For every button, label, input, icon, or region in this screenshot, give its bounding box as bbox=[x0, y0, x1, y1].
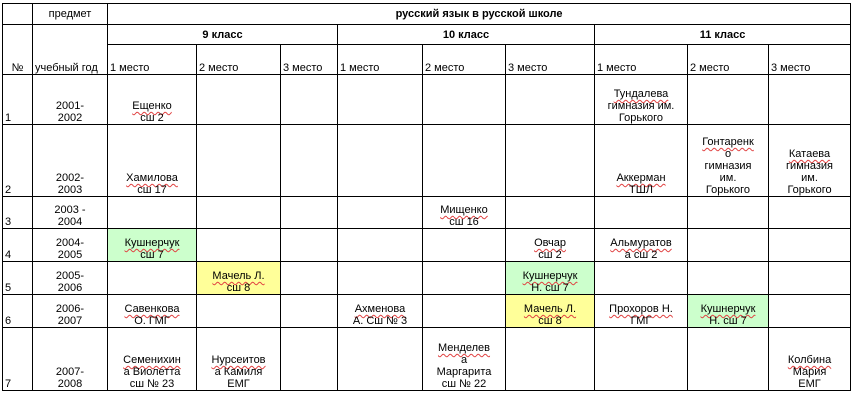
empty-cell bbox=[197, 229, 281, 262]
winner-text-line: Менделев bbox=[437, 342, 491, 354]
empty-cell bbox=[769, 197, 851, 229]
empty-cell bbox=[338, 328, 423, 391]
winner-text-line: Кушнерчук bbox=[700, 303, 756, 315]
empty-cell bbox=[281, 229, 338, 262]
empty-cell bbox=[281, 125, 338, 197]
winner-text-line: сш 7 bbox=[140, 249, 164, 261]
subject-title: русский язык в русской школе bbox=[108, 4, 851, 25]
winner-text-line: сш 17 bbox=[137, 184, 167, 196]
empty-cell bbox=[506, 125, 595, 197]
empty-cell bbox=[281, 295, 338, 328]
place-header: 3 место bbox=[506, 45, 595, 75]
empty-cell bbox=[506, 328, 595, 391]
row-number: 4 bbox=[3, 229, 33, 262]
table-row bbox=[3, 295, 851, 328]
empty-cell bbox=[688, 262, 769, 295]
place-header: 1 место bbox=[338, 45, 423, 75]
winner-text-line: а bbox=[460, 354, 468, 366]
grade-9-header: 9 класс bbox=[108, 25, 338, 45]
empty-cell bbox=[338, 229, 423, 262]
winner-cell bbox=[506, 262, 595, 295]
empty-cell bbox=[423, 75, 506, 125]
table-row bbox=[3, 125, 851, 197]
winner-text-line: Прохоров Н. bbox=[609, 303, 673, 315]
academic-year: 2003 - 2004 bbox=[33, 197, 108, 229]
winner-cell bbox=[338, 295, 423, 328]
winner-text-line: Нурсеитов bbox=[211, 354, 266, 366]
academic-year: 2004-2005 bbox=[33, 229, 108, 262]
winner-text-line: Савенкова bbox=[124, 303, 180, 315]
grade-11-header: 11 класс bbox=[595, 25, 851, 45]
winner-text-line: им. bbox=[719, 172, 737, 184]
winner-text-line: ТШЛ bbox=[628, 184, 654, 196]
academic-year: 2005-2006 bbox=[33, 262, 108, 295]
winner-cell bbox=[108, 328, 197, 391]
winner-text-line: Ещенко bbox=[132, 100, 172, 112]
empty-cell bbox=[423, 295, 506, 328]
winner-cell bbox=[595, 75, 688, 125]
row-number: 7 bbox=[3, 328, 33, 391]
empty-cell bbox=[769, 75, 851, 125]
winner-cell bbox=[595, 125, 688, 197]
empty-cell bbox=[281, 262, 338, 295]
winner-cell bbox=[595, 295, 688, 328]
winner-cell bbox=[108, 125, 197, 197]
row-number: 3 bbox=[3, 197, 33, 229]
empty-cell bbox=[281, 328, 338, 391]
winner-cell bbox=[197, 262, 281, 295]
winner-text-line: Катаева bbox=[788, 148, 831, 160]
winner-text-line: ГМГ bbox=[630, 315, 652, 327]
row-number: 5 bbox=[3, 262, 33, 295]
place-header: 3 место bbox=[769, 45, 851, 75]
academic-year: 2001-2002 bbox=[33, 75, 108, 125]
winner-text-line: ЕМГ bbox=[798, 378, 821, 390]
winner-cell bbox=[506, 295, 595, 328]
academic-year-header: учебный год bbox=[33, 25, 108, 75]
empty-cell bbox=[281, 197, 338, 229]
empty-cell bbox=[595, 328, 688, 391]
empty-cell bbox=[197, 295, 281, 328]
empty-cell bbox=[338, 262, 423, 295]
winner-cell bbox=[769, 328, 851, 391]
winner-cell bbox=[688, 125, 769, 197]
winner-text-line: Ахменова bbox=[354, 303, 406, 315]
winner-text-line: Н. сш 7 bbox=[531, 282, 569, 294]
winner-text-line: сш 2 bbox=[538, 249, 562, 261]
winner-text-line: сш 16 bbox=[449, 216, 479, 228]
winner-text-line: сш 8 bbox=[538, 315, 562, 327]
empty-cell bbox=[506, 75, 595, 125]
winner-cell bbox=[108, 229, 197, 262]
empty-cell bbox=[688, 328, 769, 391]
academic-year: 2002-2003 bbox=[33, 125, 108, 197]
winner-cell bbox=[423, 328, 506, 391]
winner-text-line: Кушнерчук bbox=[124, 237, 180, 249]
number-column-header: № bbox=[3, 25, 33, 75]
winner-text-line: сш 2 bbox=[140, 112, 164, 124]
row-number: 6 bbox=[3, 295, 33, 328]
winner-text-line: Овчар bbox=[534, 237, 566, 249]
empty-cell bbox=[197, 197, 281, 229]
empty-cell bbox=[423, 229, 506, 262]
academic-year: 2007-2008 bbox=[33, 328, 108, 391]
table-row bbox=[3, 229, 851, 262]
winner-cell bbox=[769, 125, 851, 197]
olympiad-results-table bbox=[2, 3, 851, 391]
winner-text-line: Альмуратов bbox=[610, 237, 672, 249]
empty-cell bbox=[769, 262, 851, 295]
winner-text-line: Горького bbox=[705, 184, 751, 196]
winner-text-line: ЕМГ bbox=[227, 378, 250, 390]
winner-text-line: Маргарита bbox=[436, 366, 492, 378]
empty-cell bbox=[338, 197, 423, 229]
empty-cell bbox=[769, 229, 851, 262]
grade-10-header: 10 класс bbox=[338, 25, 595, 45]
empty-cell bbox=[688, 75, 769, 125]
winner-text-line: а Камиля bbox=[214, 366, 263, 378]
table-row bbox=[3, 197, 851, 229]
empty-cell bbox=[338, 75, 423, 125]
winner-text-line: Мария bbox=[792, 366, 827, 378]
winner-text-line: Кушнерчук bbox=[522, 270, 578, 282]
row-number: 1 bbox=[3, 75, 33, 125]
empty-cell bbox=[688, 229, 769, 262]
empty-cell bbox=[281, 75, 338, 125]
winner-text-line: Н. сш 7 bbox=[709, 315, 747, 327]
winner-text-line: А. Сш № 3 bbox=[352, 315, 408, 327]
empty-cell bbox=[423, 262, 506, 295]
winner-text-line: гимназия bbox=[786, 160, 833, 172]
winner-text-line: гимназия bbox=[704, 160, 752, 172]
winner-cell bbox=[423, 197, 506, 229]
academic-year: 2006-2007 bbox=[33, 295, 108, 328]
place-header: 1 место bbox=[595, 45, 688, 75]
winner-text-line: о bbox=[724, 148, 732, 160]
winner-text-line: Горького bbox=[618, 112, 664, 124]
empty-cell bbox=[769, 295, 851, 328]
empty-cell bbox=[595, 197, 688, 229]
winner-text-line: сш № 22 bbox=[441, 378, 487, 390]
empty-cell bbox=[108, 197, 197, 229]
winner-text-line: Семенихин bbox=[123, 354, 181, 366]
table-row bbox=[3, 262, 851, 295]
place-header: 2 место bbox=[423, 45, 506, 75]
winner-text-line: а сш 2 bbox=[624, 249, 658, 261]
winner-cell bbox=[506, 229, 595, 262]
winner-text-line: Горького bbox=[787, 184, 832, 196]
table-row bbox=[3, 328, 851, 391]
place-header: 2 место bbox=[197, 45, 281, 75]
winner-text-line: Мищенко bbox=[440, 204, 488, 216]
empty-cell bbox=[506, 197, 595, 229]
winner-text-line: Мачель Л. bbox=[523, 303, 577, 315]
winner-cell bbox=[108, 75, 197, 125]
empty-cell bbox=[423, 125, 506, 197]
winner-cell bbox=[595, 229, 688, 262]
row-number: 2 bbox=[3, 125, 33, 197]
empty-cell bbox=[108, 262, 197, 295]
winner-text-line: О. ГМГ bbox=[134, 315, 170, 327]
empty-cell bbox=[197, 125, 281, 197]
table-row bbox=[3, 75, 851, 125]
winner-text-line: Мачель Л. bbox=[212, 270, 265, 282]
empty-corner-cell bbox=[3, 4, 33, 25]
empty-cell bbox=[688, 197, 769, 229]
winner-text-line: Колбина bbox=[787, 354, 832, 366]
winner-text-line: Гонтаренк bbox=[702, 136, 754, 148]
winner-cell bbox=[197, 328, 281, 391]
empty-cell bbox=[595, 262, 688, 295]
winner-text-line: гимназия им. bbox=[607, 100, 675, 112]
winner-text-line: Аккерман bbox=[616, 172, 666, 184]
empty-cell bbox=[197, 75, 281, 125]
winner-text-line: а Виолетта bbox=[123, 366, 181, 378]
winner-cell bbox=[688, 295, 769, 328]
winner-text-line: Тундалева bbox=[613, 88, 669, 100]
place-header: 1 место bbox=[108, 45, 197, 75]
empty-cell bbox=[338, 125, 423, 197]
place-header: 3 место bbox=[281, 45, 338, 75]
subject-label: предмет bbox=[33, 4, 108, 25]
winner-text-line: сш 8 bbox=[226, 282, 251, 294]
winner-text-line: сш № 23 bbox=[129, 378, 175, 390]
winner-text-line: Хамилова bbox=[126, 172, 178, 184]
place-header: 2 место bbox=[688, 45, 769, 75]
winner-text-line: им. bbox=[801, 172, 818, 184]
winner-cell bbox=[108, 295, 197, 328]
